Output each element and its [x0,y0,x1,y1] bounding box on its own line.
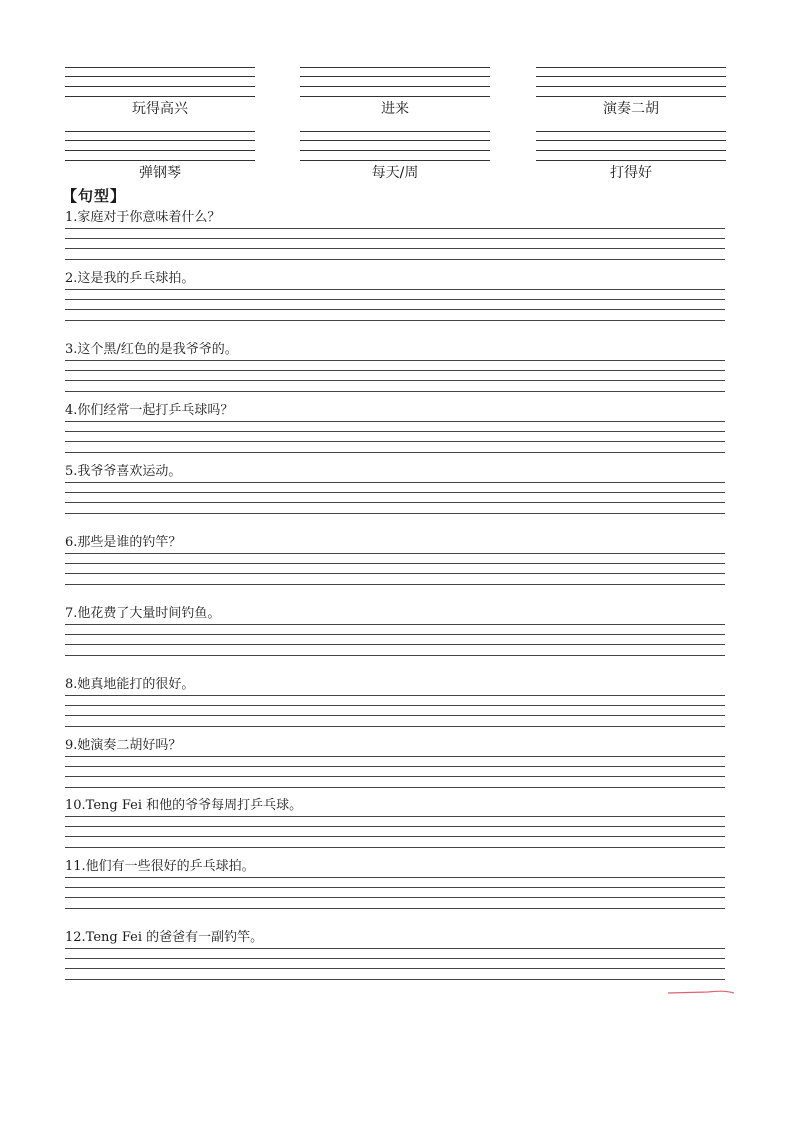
sentence-item-2 [65,271,725,321]
answer-lines[interactable] [65,948,725,980]
answer-lines[interactable] [65,421,725,453]
answer-lines[interactable] [65,877,725,909]
answer-lines[interactable] [65,624,725,656]
answer-lines[interactable] [65,695,725,727]
sentence-item-1 [65,210,725,260]
vocab-label: 进来 [381,101,409,117]
answer-lines[interactable] [65,553,725,585]
vocab-cell-2 [300,67,490,117]
sentence-text: 9.她演奏二胡好吗？ [65,738,182,753]
sentence-item-4 [65,403,725,453]
answer-lines[interactable] [65,816,725,848]
writing-lines [300,67,490,97]
writing-lines [65,67,255,97]
vocab-cell-5 [300,131,490,181]
sentence-text: 8.她真地能打的很好。 [65,677,195,692]
section-heading: 【句型】 [62,187,127,205]
red-pen-mark [668,989,734,995]
answer-lines[interactable] [65,482,725,514]
sentence-text: 4.你们经常一起打乒乓球吗？ [65,403,234,418]
sentence-item-11 [65,859,725,909]
sentence-item-8 [65,677,725,727]
sentence-item-6 [65,535,725,585]
writing-lines [536,131,726,161]
sentence-text: 3.这个黑/红色的是我爷爷的。 [65,342,238,357]
sentence-text: 12.Teng Fei 的爸爸有一副钓竿。 [65,930,264,945]
answer-lines[interactable] [65,289,725,321]
vocab-label: 每天/周 [371,165,419,181]
sentence-text: 2.这是我的乒乓球拍。 [65,271,195,286]
vocab-cell-4 [65,131,255,181]
vocab-cell-6 [536,131,726,181]
answer-lines[interactable] [65,756,725,788]
writing-lines [65,131,255,161]
sentence-text: 7.他花费了大量时间钓鱼。 [65,606,221,621]
sentence-item-9 [65,738,725,788]
sentence-text: 11.他们有一些很好的乒乓球拍。 [65,859,255,874]
writing-lines [300,131,490,161]
sentence-item-12 [65,930,725,980]
sentence-item-5 [65,464,725,514]
vocab-label: 演奏二胡 [603,101,659,117]
answer-lines[interactable] [65,228,725,260]
sentence-text: 6.那些是谁的钓竿？ [65,535,182,550]
vocab-label: 玩得高兴 [132,101,188,117]
sentence-text: 1.家庭对于你意味着什么？ [65,210,221,225]
sentence-text: 10.Teng Fei 和他的爷爷每周打乒乓球。 [65,798,303,813]
vocab-label: 弹钢琴 [139,165,181,181]
vocab-label: 打得好 [610,165,652,181]
writing-lines [536,67,726,97]
sentence-item-3 [65,342,725,392]
answer-lines[interactable] [65,360,725,392]
vocab-cell-3 [536,67,726,117]
sentence-item-7 [65,606,725,656]
sentence-item-10 [65,798,725,848]
sentence-text: 5.我爷爷喜欢运动。 [65,464,182,479]
vocab-cell-1 [65,67,255,117]
